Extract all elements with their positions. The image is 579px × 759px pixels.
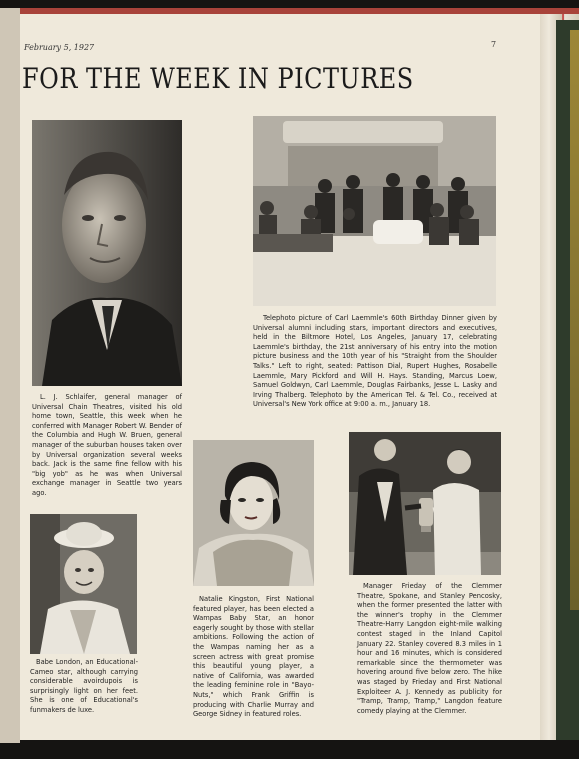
babe-london-photo	[30, 514, 137, 654]
frieday-caption: Manager Frieday of the Clemmer Theatre, Spokane, and Stanley Pencosky, when the former presented the latter with the winner's trophy in the Clemmer Theatre-Harry Langdon eight-mile walking contest staged in the Inland Capitol January 22. Stanley covered 8.3 miles in 1 hour and 16 minutes, which is considered remarkable since the thermometer was hovering around five below zero. The hike was staged by Frieday and First National Exploiteer A. J. Kennedy as publicity for "Tramp, Tramp, Tramp," Langdon feature comedy playing at the Clemmer.	[357, 582, 502, 715]
adjacent-page-edge	[0, 8, 20, 743]
kingston-caption: Natalie Kingston, First National featured player, has been elected a Wampas Baby Star, an honor eagerly sought by those with stellar ambitions. Following the action of the Wampas naming her as a screen actress with great promise this beautiful young player, a native of California, was awarded the leading feminine role in "Bayo-Nuts," which Frank Griffin is producing with Charlie Murray and George Sidney in featured roles.	[193, 595, 314, 719]
schlaifer-portrait-photo	[32, 120, 182, 386]
laemmle-dinner-caption: Telephoto picture of Carl Laemmle's 60th Birthday Dinner given by Universal alumni including stars, important directors and executives, held in the Biltmore Hotel, Los Angeles, January 17, celebrating Laemmle's birthday, the 21st anniversary of his entry into the motion picture business and the 10th year of his "Straight from the Shoulder Talks." Left to right, seated: Pattison Dial, Rupert Hughes, Rosabelle Laemmle, Mary Pickford and Will H. Hays. Standing, Marcus Loew, Samuel Goldwyn, Carl Laemmle, Douglas Fairbanks, Jesse L. Lasky and Irving Thalberg. Telephoto by the American Tel. & Tel. Co., received at Universal's New York office at 9:00 a. m., January 18.	[253, 314, 497, 409]
issue-date: February 5, 1927	[24, 43, 95, 52]
kingston-caption-block	[193, 595, 314, 720]
babe-london-caption: Babe London, an Educational-Cameo star, although carrying considerable avoirdupois is surprisingly light on her feet. She is one of Educational's funmakers de luxe.	[30, 658, 138, 714]
frieday-trophy-photo	[349, 432, 501, 575]
frieday-caption-block	[357, 582, 502, 716]
page-number: 7	[491, 40, 497, 49]
laemmle-birthday-dinner-photo	[253, 116, 496, 306]
laemmle-dinner-caption-block	[253, 314, 497, 410]
natalie-kingston-photo	[193, 440, 314, 586]
page-title: FOR THE WEEK IN PICTURES	[22, 62, 414, 96]
babe-london-caption-block	[30, 658, 138, 716]
schlaifer-caption: L. J. Schlaifer, general manager of Universal Chain Theatres, visited his old home town, Seattle, this week when he conferred with Manager Robert W. Bender of the Columbia and Hugh W. Bruen, general manager of the suburban houses taken over by Universal organization several weeks back. Jack is the same fine fellow with his "big yob" as he was when Universal exchange manager in Seattle two years ago.	[32, 393, 182, 497]
schlaifer-caption-block	[32, 393, 182, 499]
binding-spine-stripe	[570, 30, 579, 610]
